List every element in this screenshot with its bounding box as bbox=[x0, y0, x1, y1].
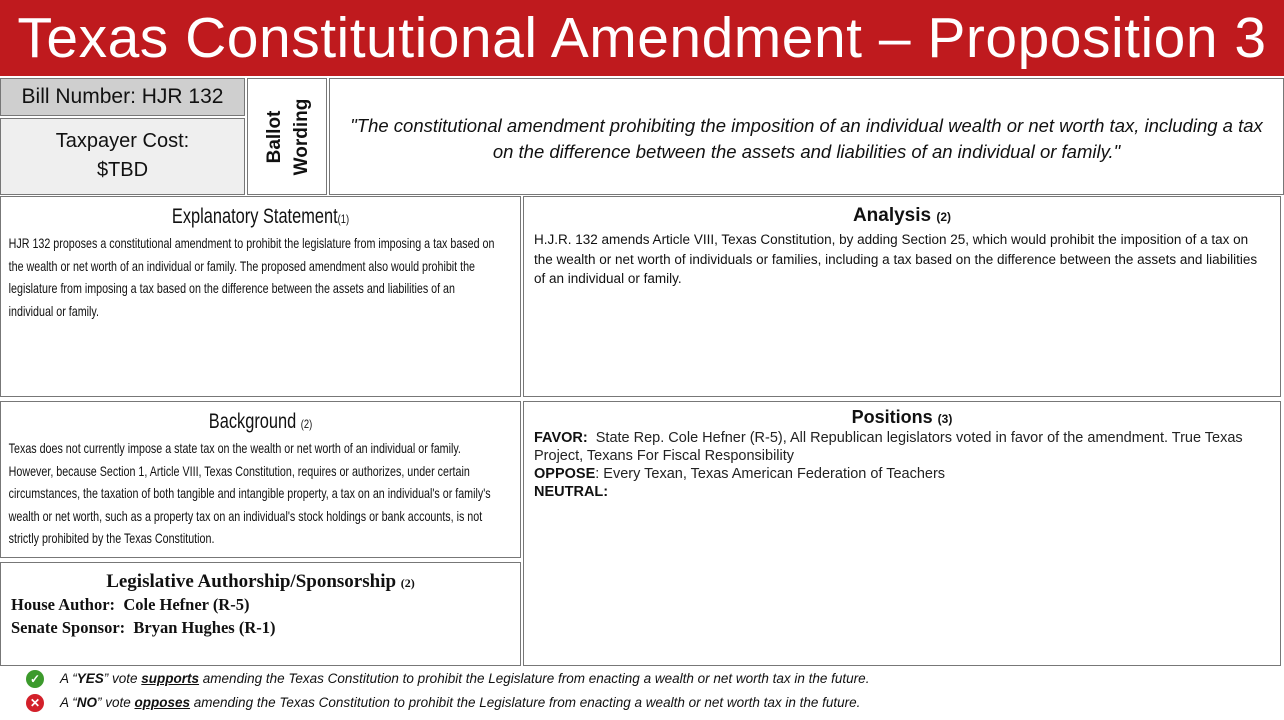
yes-vote-note bbox=[26, 670, 1276, 690]
analysis-title bbox=[524, 205, 1280, 227]
explanatory-ref: (1) bbox=[337, 212, 350, 226]
analysis-title-text: Analysis bbox=[852, 205, 932, 226]
yes-vote-text bbox=[60, 671, 869, 686]
neutral-label: NEUTRAL: bbox=[534, 484, 609, 500]
explanatory-statement-body: HJR 132 proposes a constitutional amendment to prohibit the legislature from imposing a tax based on the wealth or net worth of an individual or family. The proposed amendment also would prohibit the legislature from imposing a tax based on the difference between the assets and liabilities of an individual or family. bbox=[8, 235, 495, 319]
bill-number: Bill Number: HJR 132 bbox=[0, 78, 245, 116]
background-title bbox=[58, 410, 463, 434]
favor-value: State Rep. Cole Hefner (R-5), All Republican legislators voted in favor of the amendment. True Texas Project, Texans For Fiscal Responsibility bbox=[534, 430, 1243, 464]
background-ref: (2) bbox=[300, 417, 313, 431]
positions-title-text: Positions bbox=[851, 407, 933, 427]
positions-ref: (3) bbox=[937, 412, 953, 426]
yes-middle: ” vote bbox=[103, 671, 142, 686]
explanatory-title-text: Explanatory Statement bbox=[171, 205, 338, 228]
senate-sponsor bbox=[1, 616, 520, 639]
oppose-line bbox=[534, 465, 1270, 483]
house-author-value: Cole Hefner (R-5) bbox=[123, 595, 250, 614]
oppose-value: : Every Texan, Texas American Federation of Teachers bbox=[595, 466, 946, 482]
taxpayer-cost-value: $TBD bbox=[96, 159, 149, 181]
positions-title bbox=[524, 407, 1280, 428]
x-circle-icon: ✕ bbox=[26, 694, 44, 712]
senate-sponsor-value: Bryan Hughes (R-1) bbox=[133, 618, 276, 637]
yes-prefix: A “ bbox=[60, 671, 77, 686]
analysis-body: H.J.R. 132 amends Article VIII, Texas Constitution, by adding Section 25, which would prohibit the imposition of a tax on the wealth or net worth of individuals or families, including a tax based on the difference between the assets and liabilities of an individual or family. bbox=[534, 232, 1258, 286]
no-verb: opposes bbox=[134, 695, 191, 710]
house-author-label: House Author: bbox=[11, 595, 116, 614]
yes-verb: supports bbox=[141, 671, 200, 686]
senate-sponsor-label: Senate Sponsor: bbox=[11, 618, 126, 637]
positions-body bbox=[524, 428, 1280, 501]
page-title: Texas Constitutional Amendment – Proposition 3 bbox=[0, 0, 1284, 76]
no-suffix: amending the Texas Constitution to prohibit the Legislature from enacting a wealth or net worth tax in the future. bbox=[190, 695, 861, 710]
background-title-text: Background bbox=[208, 410, 297, 433]
analysis-panel bbox=[523, 196, 1281, 397]
neutral-line bbox=[534, 483, 1270, 501]
legislative-title-text: Legislative Authorship/Sponsorship bbox=[106, 571, 397, 592]
taxpayer-cost-label: Taxpayer Cost: bbox=[55, 130, 190, 152]
yes-suffix: amending the Texas Constitution to prohibit the Legislature from enacting a wealth or net worth tax in the future. bbox=[199, 671, 870, 686]
analysis-ref: (2) bbox=[936, 210, 952, 224]
favor-line bbox=[534, 429, 1270, 465]
background-body: Texas does not currently impose a state tax on the wealth or net worth of an individual or family. However, because Section 1, Article VIII, Texas Constitution, requires or authorizes, under certain circumstances, the taxation of both tangible and intangible property, a tax on an individual's or family's wealth or net worth, such as a property tax on an individual's stock holdings or bank accounts, is not strictly prohibited by the Texas Constitution. bbox=[8, 440, 491, 547]
yes-keyword: YES bbox=[76, 671, 104, 686]
no-vote-text bbox=[60, 695, 860, 710]
ballot-wording-label-text bbox=[261, 99, 315, 176]
oppose-label: OPPOSE bbox=[534, 466, 596, 482]
taxpayer-cost bbox=[0, 118, 245, 195]
positions-panel bbox=[523, 401, 1281, 666]
no-vote-note bbox=[26, 694, 1276, 714]
ballot-wording-text: "The constitutional amendment prohibiting the imposition of an individual wealth or net worth tax, including a tax on the difference between the assets and liabilities of an individual or family." bbox=[329, 78, 1284, 195]
legislative-title bbox=[1, 571, 520, 593]
ballot-label-line1: Ballot bbox=[264, 110, 285, 164]
explanatory-statement-panel bbox=[0, 196, 521, 397]
legislative-ref: (2) bbox=[400, 576, 415, 590]
background-panel bbox=[0, 401, 521, 558]
explanatory-statement-title bbox=[58, 205, 463, 229]
house-author bbox=[1, 593, 520, 616]
check-circle-icon: ✓ bbox=[26, 670, 44, 688]
ballot-wording-label bbox=[247, 78, 327, 195]
favor-label: FAVOR: bbox=[534, 430, 588, 446]
no-keyword: NO bbox=[76, 695, 97, 710]
legislative-authorship-panel bbox=[0, 562, 521, 666]
no-middle: ” vote bbox=[97, 695, 135, 710]
ballot-label-line2: Wording bbox=[291, 98, 312, 176]
no-prefix: A “ bbox=[60, 695, 77, 710]
